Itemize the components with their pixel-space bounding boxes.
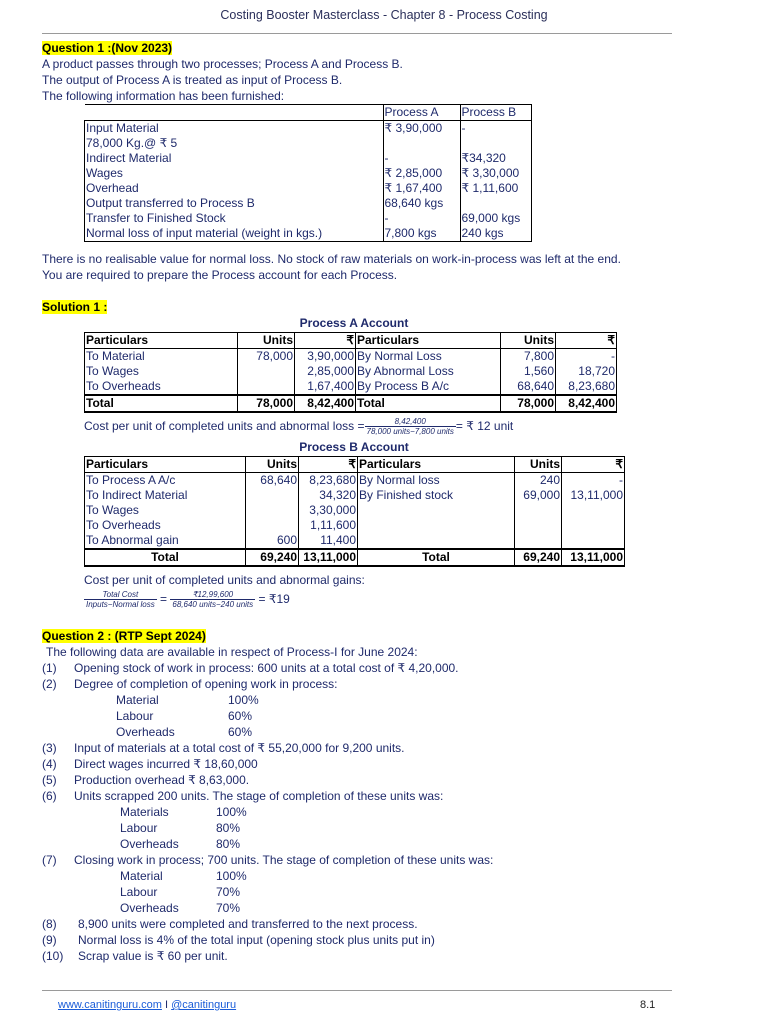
- table-row: To Process A A/c 68,640 8,23,680 By Normal loss 240 -: [86, 473, 623, 487]
- list-item: (6) Units scrapped 200 units. The stage of completion of these units was:: [42, 789, 444, 803]
- table-row: Indirect Material - ₹34,320: [85, 151, 532, 166]
- q1-data-table: [84, 104, 532, 242]
- list-item: Labour 80%: [120, 821, 241, 835]
- list-item: Material 100%: [120, 869, 247, 883]
- table-row: To Wages 2,85,000 By Abnormal Loss 1,560 18,720: [86, 364, 615, 378]
- list-item: (3) Input of materials at a total cost of ₹ 55,20,000 for 9,200 units.: [42, 741, 405, 755]
- table-row: To Overheads 1,67,400 By Process B A/c 68,640 8,23,680: [86, 379, 615, 393]
- solution-1-label: Solution 1 :: [42, 300, 108, 314]
- process-b-account-table: Particulars Units ₹ Particulars Units ₹ To Process A A/c 68,640 8,23,680 By Normal loss 240 - To Indirect Material 34,320 By Finished stock 69,000 13,11,000 To Wages 3,30,000 To Overheads 1,11,600 To Abnormal gain 600 11,400 Total 69,240 13,11,000 Total 69,240 13,11,000: [86, 457, 623, 564]
- process-b-account-title: Process B Account: [299, 440, 409, 454]
- question-2-label: Question 2 : (RTP Sept 2024): [42, 629, 206, 643]
- table-row: To Material 78,000 3,90,000 By Normal Loss 7,800 -: [86, 349, 615, 363]
- process-a-account-title: Process A Account: [299, 316, 409, 330]
- footer-links: www.canitinguru.com I @canitinguru: [58, 999, 237, 1011]
- list-item: Materials 100%: [120, 805, 247, 819]
- cost-per-unit-b-formula: $\frac{\text{Total Cost}}{\text{Inputs−Normal loss}}$ = $\frac{₹12,99,600}{\text{68,640 units−240 units}}$ = ₹19: [86, 590, 290, 610]
- list-item: Labour 70%: [120, 885, 241, 899]
- table-row: To Wages 3,30,000: [85, 503, 625, 518]
- cost-per-unit-b-label: Cost per unit of completed units and abnormal gains:: [84, 573, 365, 587]
- process-a-account-table: Particulars Units ₹ Particulars Units ₹ To Material 78,000 3,90,000 By Normal Loss 7,800 - To Wages 2,85,000 By Abnormal Loss 1,560 18,720 To Overheads 1,67,400 By Process B A/c 68,640 8,23,680 Total 78,000 8,42,400 Total 78,000 8,42,400: [86, 333, 615, 410]
- q1-line-1: A product passes through two processes; Process A and Process B.: [42, 57, 403, 71]
- list-item: (9) Normal loss is 4% of the total input (opening stock plus units put in): [42, 933, 435, 947]
- list-item: (2) Degree of completion of opening work in process:: [42, 677, 338, 691]
- fraction: $\frac{8,42,400}{\text{78,000 units−7,800 units}}$: [366, 417, 454, 437]
- list-item: Overheads 80%: [120, 837, 241, 851]
- table-row: Output transferred to Process B 68,640 kgs: [85, 196, 532, 211]
- q2-list: [42, 660, 682, 964]
- list-item: (1) Opening stock of work in process: 600 units at a total cost of ₹ 4,20,000.: [42, 661, 459, 675]
- list-item: Overheads 70%: [120, 901, 241, 915]
- page-header: Costing Booster Masterclass - Chapter 8 - Process Costing: [220, 8, 548, 22]
- fraction: $\frac{₹12,99,600}{\text{68,640 units−240 units}}$: [172, 590, 254, 610]
- table-row: To Abnormal gain 600 11,400: [85, 533, 625, 549]
- total-row: Total 78,000 8,42,400 Total 78,000 8,42,400: [86, 396, 615, 410]
- fraction: $\frac{\text{Total Cost}}{\text{Inputs−Normal loss}}$: [86, 590, 155, 610]
- social-handle-link[interactable]: @canitinguru: [171, 999, 237, 1011]
- total-row: Total 69,240 13,11,000 Total 69,240 13,11,000: [85, 549, 625, 566]
- cost-per-unit-a: Cost per unit of completed units and abnormal loss = $\frac{8,42,400}{\text{78,000 units−7,800 units}}$ = ₹ 12 unit: [84, 417, 514, 437]
- page-number: 8.1: [640, 999, 656, 1011]
- table-header: Process B: [460, 105, 531, 121]
- list-item: Material 100%: [116, 693, 259, 707]
- table-row: Input Material ₹ 3,90,000 -: [85, 121, 532, 137]
- list-item: Overheads 60%: [116, 725, 253, 739]
- table-row: Overhead ₹ 1,67,400 ₹ 1,11,600: [85, 181, 532, 196]
- table-row: Wages ₹ 2,85,000 ₹ 3,30,000: [85, 166, 532, 181]
- table-row: Transfer to Finished Stock - 69,000 kgs: [85, 211, 532, 226]
- list-item: Labour 60%: [116, 709, 253, 723]
- table-row: 78,000 Kg.@ ₹ 5: [85, 136, 532, 151]
- list-item: (5) Production overhead ₹ 8,63,000.: [42, 773, 250, 787]
- q1-after-1: There is no realisable value for normal loss. No stock of raw materials on work-in-process was left at the end.: [42, 252, 621, 266]
- website-link[interactable]: www.canitinguru.com: [58, 999, 162, 1011]
- q1-line-3: The following information has been furnished:: [42, 89, 285, 103]
- table-row: To Overheads 1,11,600: [85, 518, 625, 533]
- footer-rule: [42, 990, 672, 991]
- q2-intro: The following data are available in respect of Process-I for June 2024:: [46, 645, 418, 659]
- header-rule: [42, 33, 672, 34]
- question-1-label: Question 1 :(Nov 2023): [42, 41, 173, 55]
- list-item: (8) 8,900 units were completed and transferred to the next process.: [42, 917, 418, 931]
- list-item: (4) Direct wages incurred ₹ 18,60,000: [42, 757, 258, 771]
- list-item: (10) Scrap value is ₹ 60 per unit.: [42, 949, 228, 963]
- table-header: Process A: [383, 105, 460, 121]
- q1-line-2: The output of Process A is treated as input of Process B.: [42, 73, 343, 87]
- table-row: Normal loss of input material (weight in kgs.) 7,800 kgs 240 kgs: [85, 226, 532, 242]
- list-item: (7) Closing work in process; 700 units. The stage of completion of these units was:: [42, 853, 494, 867]
- table-row: To Indirect Material 34,320 By Finished stock 69,000 13,11,000: [86, 488, 623, 502]
- q1-after-2: You are required to prepare the Process account for each Process.: [42, 268, 398, 282]
